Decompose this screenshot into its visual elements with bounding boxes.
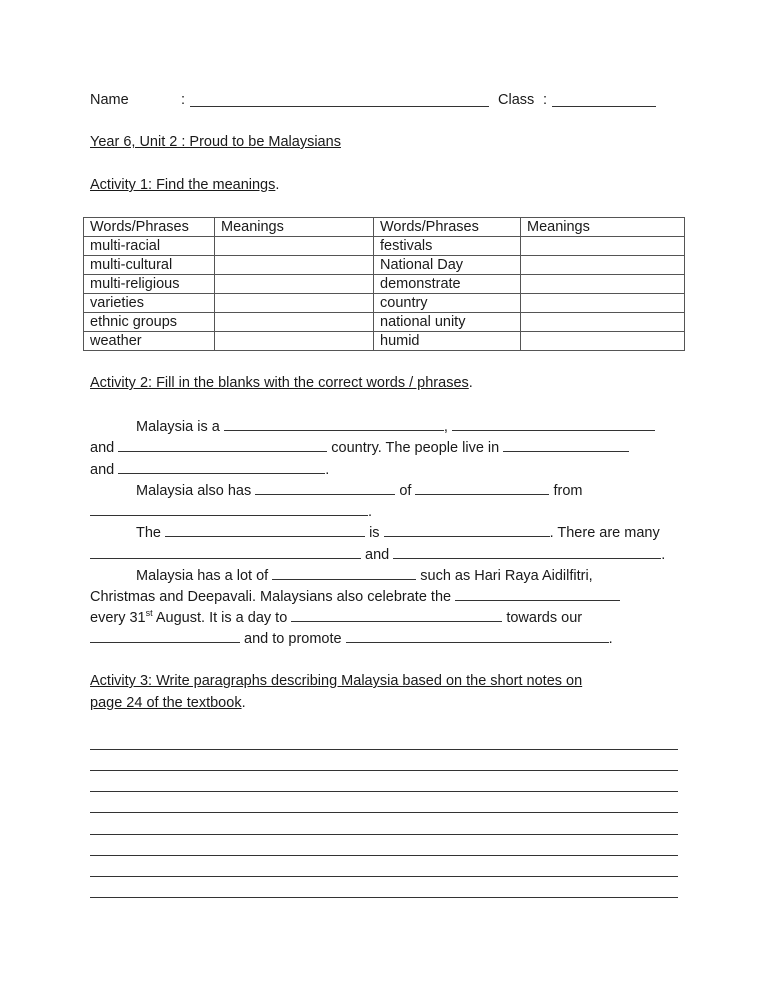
word-cell: festivals: [374, 237, 521, 256]
activity1-title: Activity 1: Find the meanings: [90, 177, 276, 193]
text-span: and: [365, 547, 390, 563]
name-field[interactable]: [190, 93, 489, 107]
word-cell: country: [374, 294, 521, 313]
activity2-heading: [90, 374, 473, 392]
text-span: is: [369, 525, 380, 541]
writing-line[interactable]: [90, 812, 678, 813]
table-header: Words/Phrases: [374, 218, 521, 237]
blank-field[interactable]: [165, 523, 365, 537]
fill-line-11: [90, 629, 613, 647]
text-span: .: [368, 504, 373, 520]
writing-line[interactable]: [90, 855, 678, 856]
blank-field[interactable]: [415, 481, 549, 495]
text-span: .: [325, 462, 330, 478]
activity2-title: Activity 2: Fill in the blanks with the correct words / phrases: [90, 375, 469, 391]
text-span: such as Hari Raya Aidilfitri,: [420, 568, 593, 584]
text-span: Christmas and Deepavali. Malaysians also celebrate the: [90, 589, 452, 605]
table-row: [84, 332, 685, 351]
writing-line[interactable]: [90, 876, 678, 877]
blank-field[interactable]: [346, 629, 609, 643]
table-row: [84, 237, 685, 256]
table-row: [84, 275, 685, 294]
meaning-cell[interactable]: [215, 237, 374, 256]
fill-line-10: [90, 608, 582, 626]
word-cell: varieties: [84, 294, 215, 313]
meaning-cell[interactable]: [215, 275, 374, 294]
meaning-cell[interactable]: [521, 313, 685, 332]
fill-line-7: [90, 545, 665, 563]
writing-line[interactable]: [90, 770, 678, 771]
activity3-title-line2: page 24 of the textbook: [90, 695, 242, 711]
meaning-cell[interactable]: [215, 294, 374, 313]
text-span: . There are many: [549, 525, 660, 541]
meaning-cell[interactable]: [521, 275, 685, 294]
blank-field[interactable]: [455, 587, 620, 601]
blank-field[interactable]: [255, 481, 395, 495]
unit-title: Year 6, Unit 2 : Proud to be Malaysians: [90, 134, 341, 150]
text-span: .: [608, 631, 613, 647]
table-header-row: [84, 218, 685, 237]
word-cell: humid: [374, 332, 521, 351]
table-row: [84, 256, 685, 275]
table-header: Meanings: [521, 218, 685, 237]
table-header: Meanings: [215, 218, 374, 237]
text-span: Malaysia also has: [136, 483, 252, 499]
meaning-cell[interactable]: [521, 256, 685, 275]
fill-line-6: [136, 523, 660, 541]
activity3-title-line1: Activity 3: Write paragraphs describing Malaysia based on the short notes on: [90, 673, 583, 689]
meaning-cell[interactable]: [521, 332, 685, 351]
text-span: ,: [443, 419, 448, 435]
table-header: Words/Phrases: [84, 218, 215, 237]
word-cell: demonstrate: [374, 275, 521, 294]
blank-field[interactable]: [90, 502, 368, 516]
blank-field[interactable]: [452, 417, 655, 431]
text-span: .: [661, 547, 666, 563]
fill-line-4: [136, 481, 582, 499]
text-span: August. It is a day to: [155, 610, 288, 626]
text-span: Malaysia has a lot of: [136, 568, 269, 584]
fill-line-5: [90, 502, 372, 520]
activity2-period: .: [468, 375, 473, 391]
fill-line-2: [90, 438, 629, 456]
writing-line[interactable]: [90, 749, 678, 750]
blank-field[interactable]: [291, 608, 502, 622]
text-span: every 31: [90, 610, 146, 626]
text-span: and: [90, 462, 115, 478]
blank-field[interactable]: [90, 545, 361, 559]
text-span: The: [136, 525, 161, 541]
word-cell: weather: [84, 332, 215, 351]
meanings-table: [83, 217, 685, 351]
fill-line-3: [90, 460, 329, 478]
meaning-cell[interactable]: [215, 313, 374, 332]
blank-field[interactable]: [272, 566, 416, 580]
fill-line-8: [136, 566, 593, 584]
blank-field[interactable]: [118, 438, 327, 452]
word-cell: multi-cultural: [84, 256, 215, 275]
activity1-period: .: [275, 177, 280, 193]
blank-field[interactable]: [90, 629, 240, 643]
text-span: Malaysia is a: [136, 419, 220, 435]
word-cell: multi-religious: [84, 275, 215, 294]
superscript: st: [145, 608, 153, 619]
writing-line[interactable]: [90, 791, 678, 792]
table-row: [84, 313, 685, 332]
text-span: country. The people live in: [331, 440, 500, 456]
activity3-heading-line2: [90, 694, 246, 712]
activity1-heading: [90, 176, 279, 194]
blank-field[interactable]: [384, 523, 550, 537]
meaning-cell[interactable]: [215, 332, 374, 351]
writing-line[interactable]: [90, 834, 678, 835]
name-label: Name: [90, 92, 129, 108]
fill-line-1: [136, 417, 655, 435]
text-span: and: [90, 440, 115, 456]
text-span: towards our: [506, 610, 583, 626]
class-colon: :: [543, 92, 548, 108]
text-span: of: [399, 483, 412, 499]
blank-field[interactable]: [393, 545, 661, 559]
fill-line-9: [90, 587, 620, 605]
table-row: [84, 294, 685, 313]
name-colon: :: [181, 92, 186, 108]
blank-field[interactable]: [118, 460, 325, 474]
text-span: and to promote: [244, 631, 342, 647]
word-cell: national unity: [374, 313, 521, 332]
meaning-cell[interactable]: [215, 256, 374, 275]
activity3-period: .: [241, 695, 246, 711]
class-field[interactable]: [552, 93, 656, 107]
meaning-cell[interactable]: [521, 294, 685, 313]
word-cell: National Day: [374, 256, 521, 275]
word-cell: ethnic groups: [84, 313, 215, 332]
word-cell: multi-racial: [84, 237, 215, 256]
writing-line[interactable]: [90, 897, 678, 898]
class-label: Class: [498, 92, 535, 108]
blank-field[interactable]: [503, 438, 629, 452]
text-span: from: [553, 483, 583, 499]
blank-field[interactable]: [224, 417, 444, 431]
meaning-cell[interactable]: [521, 237, 685, 256]
